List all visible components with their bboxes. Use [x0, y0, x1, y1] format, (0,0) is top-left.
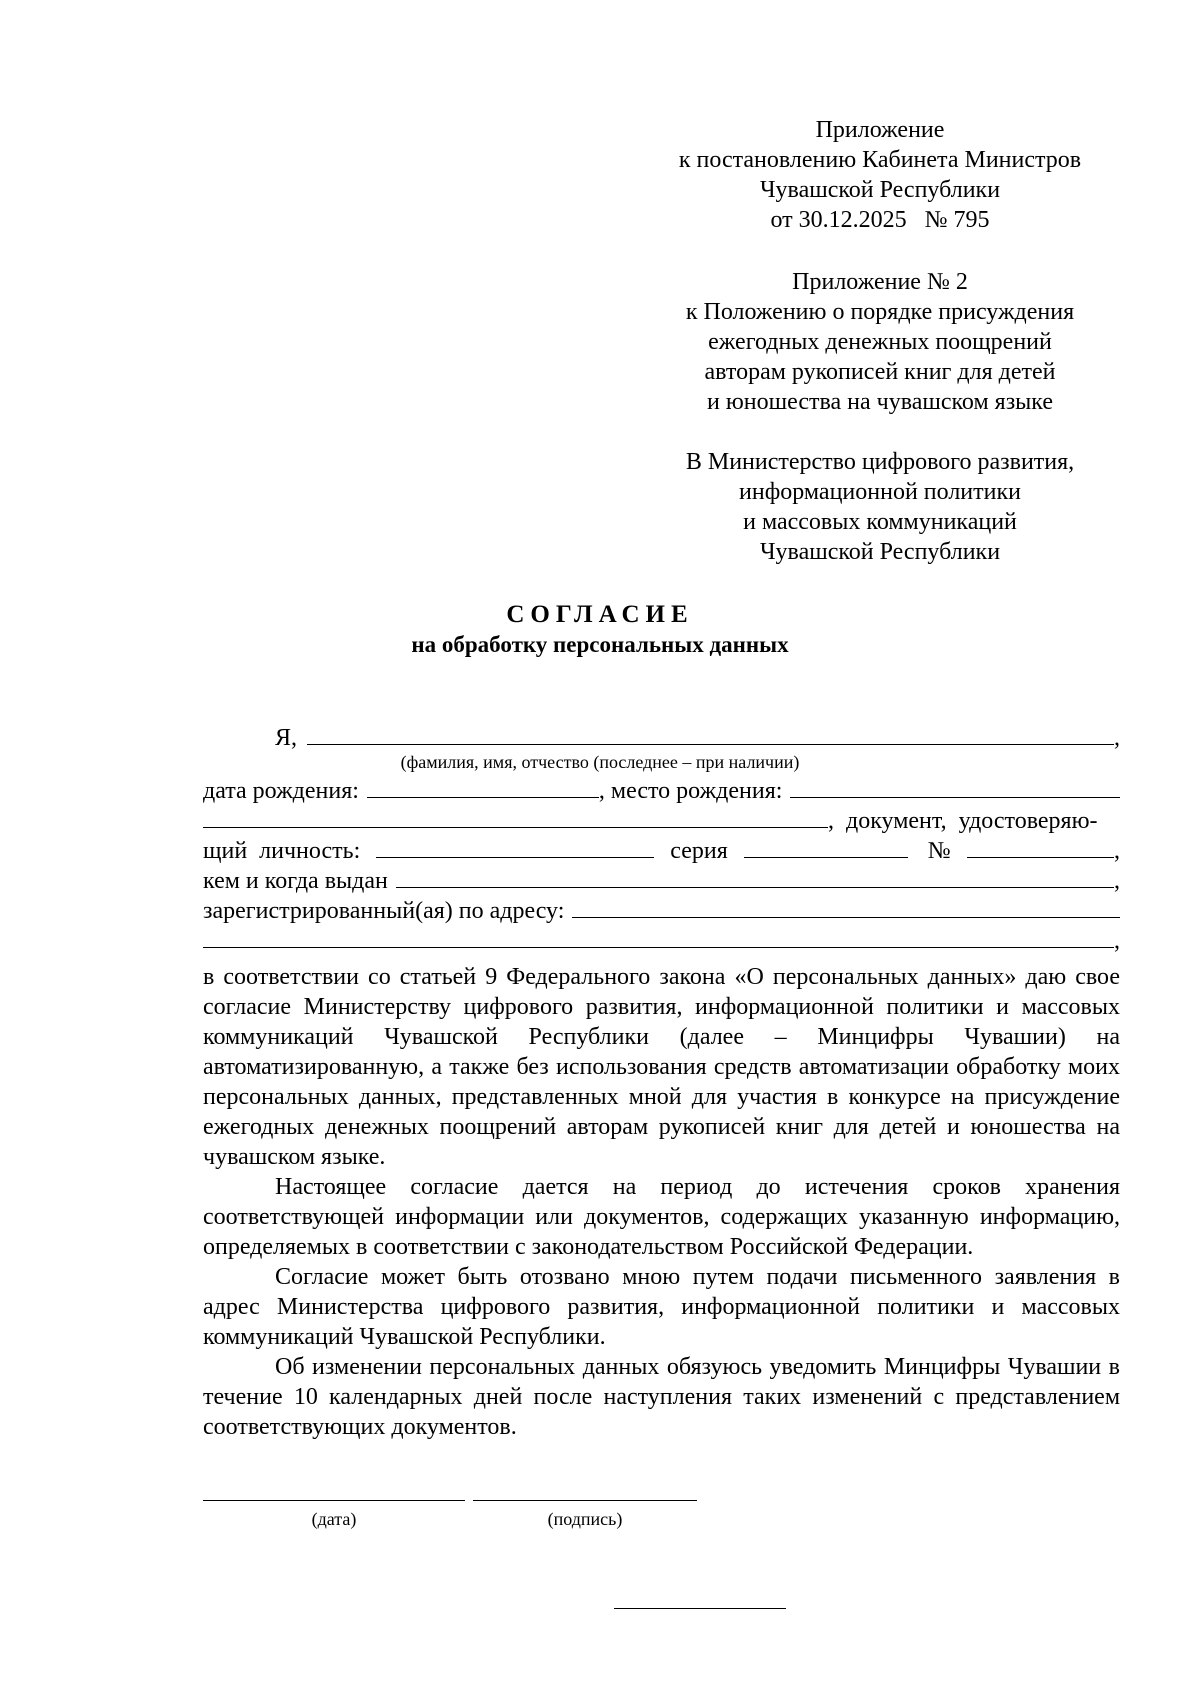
issued-field[interactable] [396, 865, 1114, 888]
addressee-block [640, 447, 1120, 567]
address-label: зарегистрированный(ая) по адресу: [203, 898, 565, 924]
series-label: серия [670, 838, 728, 864]
number-label: № [927, 838, 951, 864]
sign-hint: (подпись) [547, 1509, 623, 1529]
fio-hint: (фамилия, имя, отчество (последнее – при наличии) [400, 752, 800, 772]
comma: , [1114, 868, 1120, 894]
i-label: Я, [275, 725, 298, 751]
appendix2-line: и юношества на чувашском языке [706, 389, 1054, 415]
appendix2-line: Приложение № 2 [792, 269, 968, 295]
appendix2-line: ежегодных денежных поощрений [708, 329, 1052, 355]
date-hint: (дата) [311, 1509, 357, 1529]
footer-rule [614, 1608, 786, 1609]
number-field[interactable] [967, 835, 1114, 858]
address-cont-line [203, 925, 1120, 955]
issued-label: кем и когда выдан [203, 868, 388, 894]
appendix-line: Чувашской Республики [759, 177, 1001, 203]
appendix-header [640, 115, 1120, 235]
term-paragraph: Настоящее согласие дается на период до истечения сроков хранения соответствующей информации или документов, содержащих указанную информацию, определяемых в соответствии с законодательством Российской Федерации. [203, 1174, 1120, 1260]
appendix2-line: к Положению о порядке присуждения [685, 299, 1075, 325]
birth-line [203, 775, 1120, 805]
birthdate-field[interactable] [367, 775, 599, 798]
document-title: СОГЛАСИЕ [506, 601, 694, 628]
addressee-line: информационной политики [739, 479, 1021, 505]
birthplace-label: , место рождения: [598, 778, 783, 804]
fio-field[interactable] [307, 722, 1114, 745]
addressee-line: Чувашской Республики [759, 539, 1001, 565]
appendix-line: от 30.12.2025 № 795 [770, 207, 990, 233]
birthplace-cont-line [203, 805, 1120, 835]
appendix2-header [640, 267, 1120, 417]
address-field[interactable] [572, 895, 1120, 918]
birthplace-field-cont[interactable] [203, 805, 828, 828]
birthdate-label: дата рождения: [203, 778, 359, 804]
appendix-line: к постановлению Кабинета Министров [678, 147, 1082, 173]
document-label: , документ, удостоверяю- [828, 808, 1098, 834]
comma: , [1114, 838, 1120, 864]
document-type-field[interactable] [376, 835, 654, 858]
addressee-line: и массовых коммуникаций [743, 509, 1017, 535]
comma: , [1114, 928, 1120, 954]
document-subtitle: на обработку персональных данных [411, 632, 789, 657]
addressee-line: В Министерство цифрового развития, [685, 449, 1075, 475]
issued-line [203, 865, 1120, 895]
identity-label: щий личность: [203, 838, 361, 864]
consent-paragraph: в соответствии со статьей 9 Федерального закона «О персональных данных» даю свое согласие Министерству цифрового развития, информационной политики и массовых коммуникаций Чувашской Республики (далее – Минцифры Чувашии) на автоматизированную, а также без использования средств автоматизации обработку моих персональных данных, представленных мной для участия в конкурсе на присуждение ежегодных денежных поощрений авторам рукописей книг для детей и юношества на чувашском языке. [203, 964, 1120, 1170]
address-line [203, 895, 1120, 925]
comma: , [1114, 725, 1120, 751]
sign-signature-line[interactable] [473, 1500, 697, 1501]
birthplace-field[interactable] [790, 775, 1120, 798]
notification-paragraph: Об изменении персональных данных обязуюсь уведомить Минцифры Чувашии в течение 10 календарных дней после наступления таких изменений с представлением соответствующих документов. [203, 1354, 1120, 1440]
fio-line [203, 722, 1120, 752]
appendix2-line: авторам рукописей книг для детей [704, 359, 1056, 385]
address-field-cont[interactable] [203, 925, 1114, 948]
document-title-block [0, 600, 1200, 660]
identity-line [203, 835, 1120, 865]
date-signature-line[interactable] [203, 1500, 465, 1501]
series-field[interactable] [744, 835, 908, 858]
revocation-paragraph: Согласие может быть отозвано мною путем подачи письменного заявления в адрес Министерства цифрового развития, информационной политики и массовых коммуникаций Чувашской Республики. [203, 1264, 1120, 1350]
appendix-line: Приложение [815, 117, 945, 143]
